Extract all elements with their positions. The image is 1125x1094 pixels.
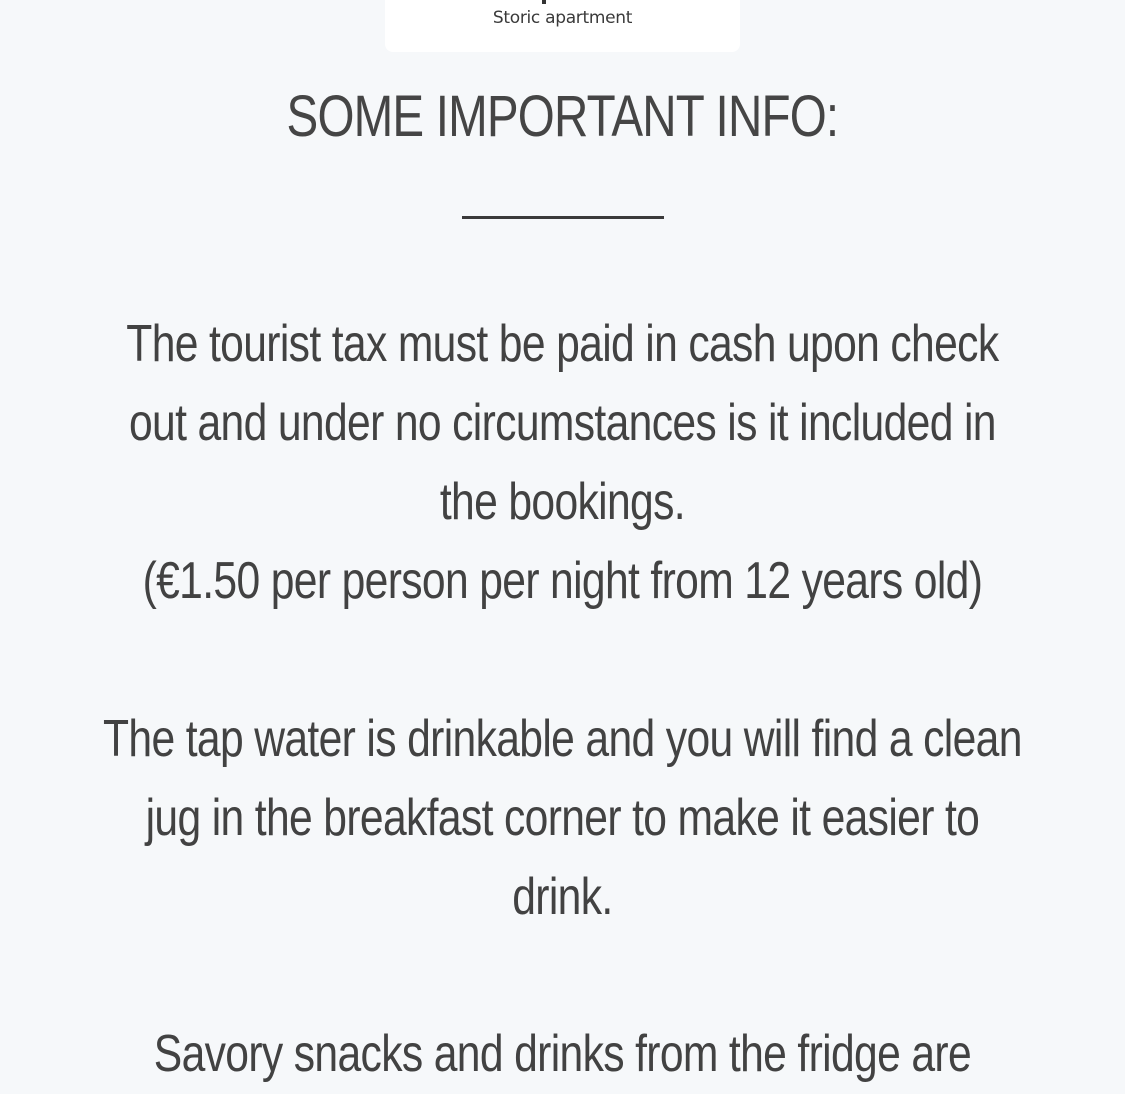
paragraph-line: out and under no circumstances is it included in bbox=[128, 394, 996, 452]
paragraph-line: The tourist tax must be paid in cash upon check bbox=[126, 315, 999, 373]
logo-mark bbox=[542, 0, 546, 4]
logo-subtitle: Storic apartment bbox=[492, 8, 633, 28]
paragraph-line: Savory snacks and drinks from the fridge are bbox=[153, 1025, 972, 1083]
paragraph-line: jug in the breakfast corner to make it easier to bbox=[145, 789, 980, 847]
paragraph-line: drink. bbox=[512, 868, 613, 926]
paragraph-line: (€1.50 per person per night from 12 years old) bbox=[142, 552, 983, 610]
paragraph-line: the bookings. bbox=[439, 473, 685, 531]
page-heading: SOME IMPORTANT INFO: bbox=[286, 84, 839, 149]
tap-water-paragraph bbox=[101, 700, 1024, 937]
snacks-paragraph bbox=[101, 1015, 1024, 1094]
paragraph-line: The tap water is drinkable and you will find a clean bbox=[103, 710, 1022, 768]
heading-divider bbox=[462, 216, 664, 219]
tourist-tax-paragraph bbox=[101, 305, 1024, 621]
